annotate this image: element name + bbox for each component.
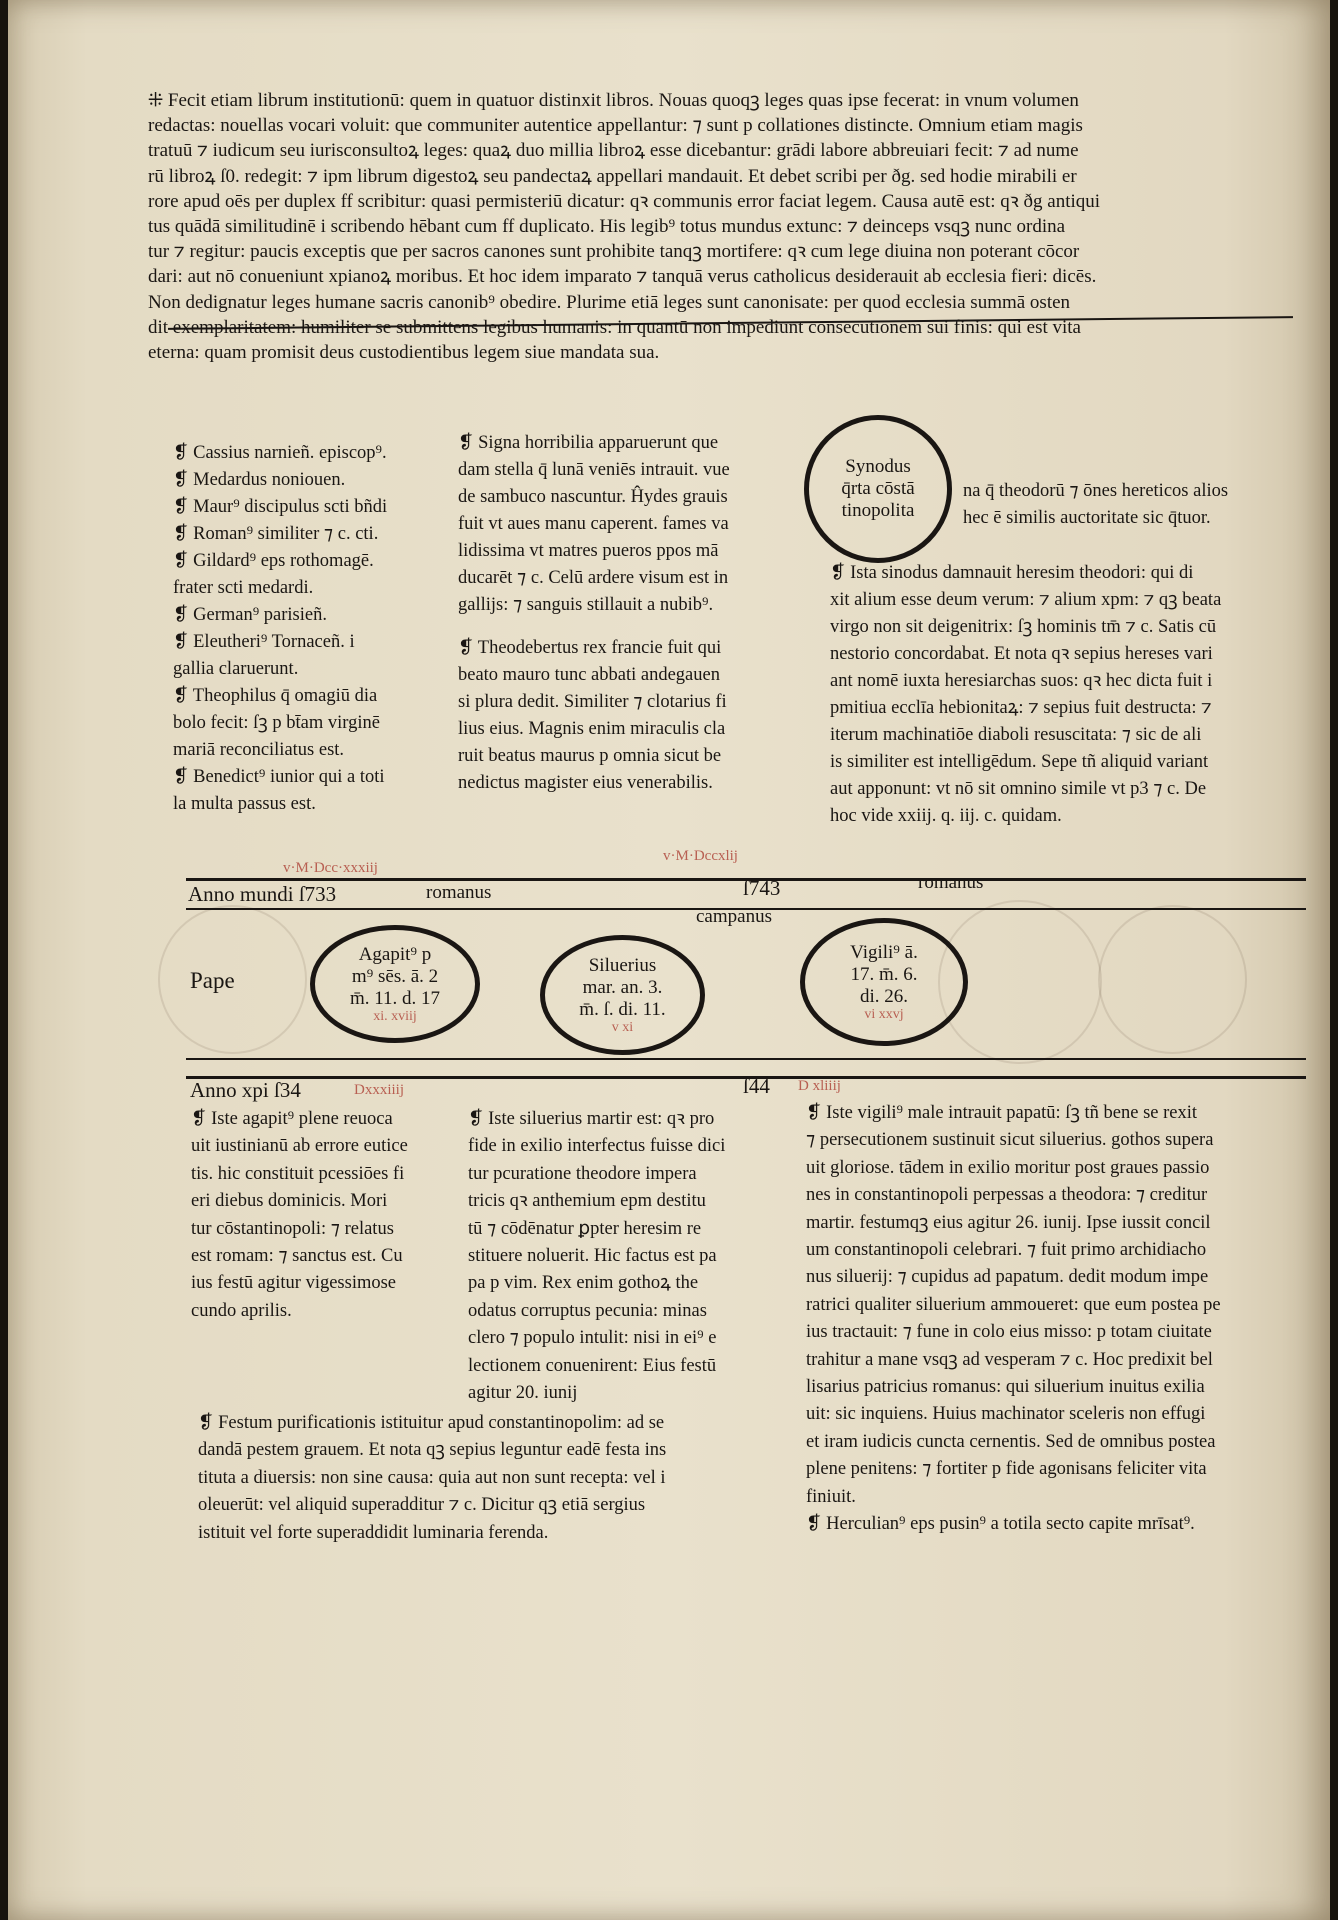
text-line: ❡ Festum purificationis istituitur apud constantinopolim: ad se (198, 1413, 665, 1433)
timeline-rule-low (186, 1058, 1306, 1060)
text-line: gallia claruerunt. (173, 659, 299, 679)
text-line: is similiter est intelligēdum. Sepe tñ aliquid variant (830, 752, 1209, 772)
text-line: beato mauro tunc abbati andegauen (458, 665, 720, 685)
text-line: ❡ Herculian⁹ eps pusin⁹ a totila secto capite mrīsat⁹. (806, 1514, 1195, 1535)
origin-label: romanus (918, 872, 984, 893)
text-line: frater scti medardi. (173, 578, 314, 598)
text-line: gallijs: ⁊ sanguis stillauit a nubib⁹. (458, 595, 714, 615)
text-line: ❡ Iste vigili⁹ male intrauit papatū: ſꝫ tñ bene se rexit (806, 1103, 1198, 1123)
text-line: rore apud oēs per duplex ff scribitur: quasi permisteriū dicatur: qꝛ communis error faciat legem. Causa autē est: qꝛ ðg antiqui (148, 190, 1101, 212)
text-line (458, 619, 803, 635)
text-line: ❡ German⁹ parisieñ. (173, 605, 327, 625)
text-line: agitur 20. iunij (468, 1383, 578, 1404)
text-line: odatus corruptus pecunia: minas (468, 1300, 707, 1321)
text-line: nestorio concordabat. Et nota qꝛ sepius hereses vari (830, 644, 1213, 664)
text-line: bolo fecit: ſꝫ p bt̄am virginē (173, 713, 380, 733)
show-through-circle (1098, 905, 1247, 1054)
text-line: ❡ Medardus noniouen. (173, 470, 346, 490)
text-line: ❡ Eleutheri⁹ Tornaceñ. i (173, 632, 355, 652)
pope-line: 17. m̄. 6. (850, 964, 918, 985)
text-line: ❡ Iste agapit⁹ plene reuoca (191, 1109, 393, 1129)
text-line: tur pcuratione theodore impera (468, 1163, 697, 1184)
text-line: oleuerūt: vel aliquid superadditur ⁊ c. Dicitur qꝫ etiā sergius (198, 1495, 646, 1516)
book-page (8, 0, 1330, 1920)
text-line: na q̄ theodorū ⁊ ōnes hereticos alios (963, 481, 1229, 501)
pope-line: Agapit⁹ p (358, 944, 432, 965)
text-line: uit iustinianū ab errore eutice (191, 1136, 408, 1157)
text-line: ius festū agitur vigessimose (191, 1273, 397, 1294)
text-line: tus quādā similitudinē i scribendo hēbant cum ff duplicato. His legib⁹ totus mundus extunc: ⁊ deinceps vsqꝫ nunc ordina (148, 216, 1066, 238)
anno-mundi-year: ſ743 (743, 876, 781, 900)
text-line: ❡ Gildard⁹ eps rothomagē. (173, 551, 374, 571)
anno-xpi-year: ſ44 (743, 1074, 770, 1098)
text-line: tituta a diuersis: non sine causa: quia aut non sunt recepta: vel i (198, 1467, 666, 1488)
text-line: nes in constantinopoli perpessas a theodora: ⁊ creditur (806, 1185, 1208, 1206)
text-line: ❡ Maur⁹ discipulus scti bñdi (173, 497, 388, 517)
text-line: tur cōstantinopoli: ⁊ relatus (191, 1218, 394, 1239)
synod-column (830, 560, 1300, 830)
pope-line: m̄. 11. d. 17 (349, 988, 441, 1009)
pope-line: di. 26. (859, 986, 909, 1007)
text-line: ⁊ persecutionem sustinuit sicut siluerius. gothos supera (806, 1130, 1214, 1151)
red-annotation: xi. xviij (373, 1009, 417, 1024)
text-line: hoc vide xxiij. q. iij. c. quidam. (830, 806, 1062, 826)
saints-column (173, 440, 448, 818)
text-line: dandā pestem grauem. Et nota qꝫ sepius leguntur eadē festa ins (198, 1440, 667, 1461)
text-line: ❡ Theophilus q̄ omagiū dia (173, 686, 378, 706)
text-line: pmitiua ecclīa hebionitaꝝ: ⁊ sepius fuit destructa: ⁊ (830, 698, 1212, 718)
text-line: uit gloriose. tādem in exilio moritur post graues passio (806, 1157, 1210, 1178)
vigilius-column (806, 1100, 1306, 1539)
pope-circle-vigilius (800, 918, 968, 1046)
text-line: ❡ Theodebertus rex francie fuit qui (458, 638, 722, 658)
text-line: ant nomē iuxta heresiarchas suos: qꝛ hec dicta fuit i (830, 671, 1213, 691)
text-line: aut apponunt: vt nō sit omnino simile vt p3 ⁊ c. De (830, 779, 1207, 799)
text-line: tratuū ⁊ iudicum seu iurisconsultoꝝ leges: quaꝝ duo millia libroꝝ esse dicebantur: grādi labore abbreuiari fecit: ⁊ ad nume (148, 140, 1079, 162)
text-line: finiuit. (806, 1486, 856, 1507)
synod-line: q̄rta cōstā (841, 478, 915, 499)
pope-line: Vigili⁹ ā. (850, 942, 918, 963)
red-annotation: v xi (611, 1020, 634, 1035)
pope-line: Siluerius (588, 955, 657, 976)
text-line: rū libroꝝ ſ0. redegit: ⁊ ipm librum digestoꝝ seu pandectaꝝ appellari mandauit. Et debet scribi per ðg. sed hodie mirabili er (148, 165, 1077, 187)
text-line: iterum machinatiōe diaboli resuscitata: ⁊ sic de ali (830, 725, 1202, 745)
text-line: lius eius. Magnis enim miraculis cla (458, 719, 726, 739)
pope-circle-silverius (540, 935, 705, 1055)
text-line: tricis qꝛ anthemium epm destitu (468, 1191, 706, 1212)
origin-label: romanus (426, 882, 492, 903)
text-line: ruit beatus maurus p omnia sicut be (458, 746, 722, 766)
text-line: la multa passus est. (173, 794, 316, 814)
text-line: dari: aut nō conueniunt xpianoꝝ moribus. Et hoc idem imparato ⁊ tanquā verus catholicus desiderauit ab ecclesia fieri: dicēs. (148, 266, 1097, 288)
pape-label: Pape (190, 968, 235, 993)
red-annotation: v·M·Dccxlij (663, 848, 738, 864)
text-line: uit: sic inquiens. Huius machinator sceleris non effugi (806, 1404, 1206, 1425)
text-line: ❡ Cassius narnieñ. episcop⁹. (173, 443, 387, 463)
silverius-column (468, 1106, 798, 1407)
text-line: tū ⁊ cōdēnatur ꝑpter heresim re (468, 1218, 702, 1239)
red-annotation: D xliiij (798, 1078, 841, 1094)
text-line: lisarius patricius romanus: qui siluerium inuitus exilia (806, 1377, 1205, 1398)
text-line: dit exemplaritatem: humiliter se submittens legibus humanis: in quantū non impediunt consecutionem sui finis: qui est vita (148, 316, 1081, 338)
red-annotation: v·M·Dcc·xxxiij (283, 860, 378, 876)
text-line: et iram iudicis cuncta cernentis. Sed de omnibus postea (806, 1431, 1216, 1452)
synod-note (963, 478, 1303, 532)
text-line: pa p vim. Rex enim gothoꝝ the (468, 1273, 699, 1294)
text-line: eterna: quam promisit deus custodientibus legem siue mandata sua. (148, 342, 660, 364)
synod-line: Synodus (845, 456, 911, 477)
text-line: eri diebus dominicis. Mori (191, 1191, 388, 1212)
text-line: hec ē similis auctoritate sic q̄tuor. (963, 508, 1211, 528)
text-line: ❡ Benedict⁹ iunior qui a toti (173, 767, 385, 787)
text-line: dam stella q̄ lunā veniēs intrauit. vue (458, 460, 730, 480)
text-line: de sambuco nascuntur. Ĥydes grauis (458, 487, 728, 507)
text-line: mariā reconciliatus est. (173, 740, 345, 760)
text-line: lidissima vt matres pueros ppos mā (458, 541, 719, 561)
anno-xpi-label: Anno xpi ſ34 (190, 1078, 301, 1102)
text-line: trahitur a mane vsqꝫ ad vesperam ⁊ c. Hoc predixit bel (806, 1349, 1213, 1370)
text-line: ⁜ Fecit etiam librum institutionū: quem in quatuor distinxit libros. Nouas quoqꝫ leges quas ipse fecerat: in vnum volumen (148, 90, 1079, 111)
text-line: clero ⁊ populo intulit: nisi in ei⁹ e (468, 1328, 717, 1349)
text-line: nus siluerij: ⁊ cupidus ad papatum. dedit modum impe (806, 1267, 1209, 1288)
origin-label: campanus (696, 906, 772, 927)
anno-mundi-label: Anno mundi ſ733 (188, 882, 337, 906)
text-line: stituere noluerit. Hic factus est pa (468, 1246, 717, 1267)
signs-column (458, 430, 803, 797)
pope-line: m̄. ſ. di. 11. (579, 999, 666, 1020)
text-line: est romam: ⁊ sanctus est. Cu (191, 1246, 403, 1267)
text-line: istituit vel forte superaddidit luminaria ferenda. (198, 1522, 549, 1543)
text-line: um constantinopoli celebrari. ⁊ fuit primo archidiacho (806, 1240, 1207, 1261)
text-line: fide in exilio interfectus fuisse dici (468, 1136, 726, 1157)
text-line: ratrici qualiter siluerium ammoueret: que eum postea pe (806, 1294, 1221, 1315)
pope-line: m⁹ sēs. ā. 2 (351, 966, 439, 987)
text-line: ❡ Ista sinodus damnauit heresim theodori: qui di (830, 563, 1194, 583)
red-annotation: vi xxvj (864, 1007, 904, 1022)
text-line: virgo non sit deigenitrix: ſꝫ hominis tm̄ ⁊ c. Satis cū (830, 617, 1217, 637)
text-line: cundo aprilis. (191, 1300, 292, 1321)
agapitus-column (191, 1106, 461, 1325)
pope-line: mar. an. 3. (582, 977, 663, 998)
purification-paragraph (198, 1410, 798, 1547)
text-line: fuit vt aues manu caperent. fames va (458, 514, 729, 534)
text-line: plene penitens: ⁊ fortiter p fide agonisans feliciter vita (806, 1459, 1207, 1480)
text-line: ❡ Roman⁹ similiter ⁊ c. cti. (173, 524, 379, 544)
text-line: tur ⁊ regitur: paucis exceptis que per sacros canones sunt prohibite tanqꝫ mortifere: qꝛ cum lege diuina non poterant cōcor (148, 241, 1080, 263)
text-line: nedictus magister eius venerabilis. (458, 773, 713, 793)
red-annotation: Dxxxiiij (354, 1082, 405, 1098)
text-line: redactas: nouellas vocari voluit: que communiter autentice appellantur: ⁊ sunt p collationes distincte. Omnium etiam magis (148, 115, 1083, 137)
text-line: Non dedignatur leges humane sacris canonib⁹ obedire. Plurime etiā leges sunt canonisate: per quod ecclesia summā osten (148, 291, 1071, 313)
text-line: ❡ Signa horribilia apparuerunt que (458, 433, 719, 453)
pope-circle-agapitus (310, 925, 480, 1043)
text-line: ducarēt ⁊ c. Celū ardere visum est in (458, 568, 729, 588)
text-line: ❡ Iste siluerius martir est: qꝛ pro (468, 1109, 715, 1129)
text-line: xit alium esse deum verum: ⁊ alium xpm: ⁊ qꝫ beata (830, 590, 1222, 610)
synod-line: tinopolita (841, 500, 915, 521)
text-line: martir. festumqꝫ eius agitur 26. iunij. Ipse iussit concil (806, 1212, 1211, 1233)
text-line: ius tractauit: ⁊ fune in colo eius misso: p totam ciuitate (806, 1322, 1212, 1343)
text-line: tis. hic constituit pcessiōes fi (191, 1163, 405, 1184)
text-line: si plura dedit. Similiter ⁊ clotarius fi (458, 692, 727, 712)
text-line: lectionem conuenirent: Eius festū (468, 1355, 717, 1376)
synod-circle (804, 415, 952, 563)
